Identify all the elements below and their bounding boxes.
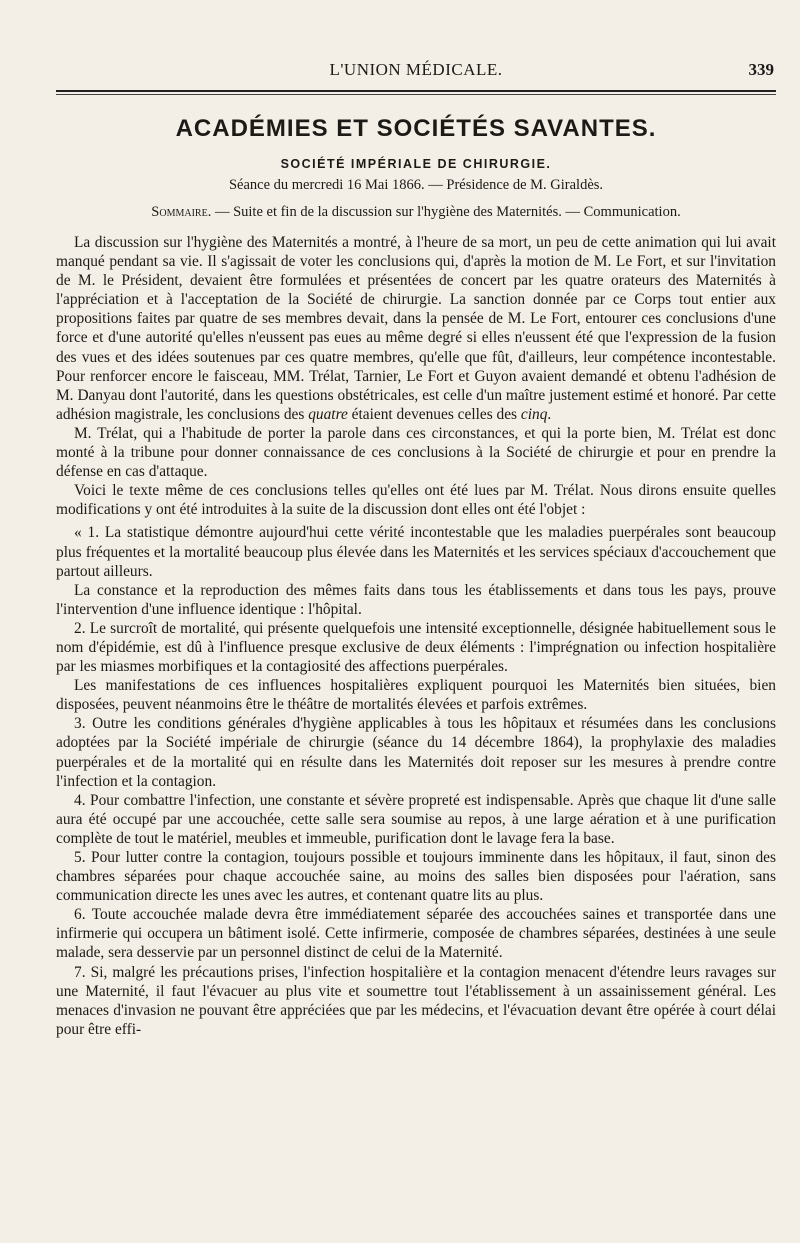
page-number: 339 (748, 60, 774, 79)
summary-label: Sommaire. (151, 204, 212, 220)
conclusion-item: 4. Pour combattre l'infection, une constante et sévère propreté est indispensable. Après que chaque lit d'une salle aura été occupé par une accouchée, cette salle sera soumise au repos, à une large aération et à une purification complète de tout le matériel, meubles et immeuble, purification dont le lavage fera la base. (56, 791, 776, 847)
conclusion-item: « 1. La statistique démontre aujourd'hui cette vérité incontestable que les maladies puerpérales sont beaucoup plus fréquentes et la mortalité beaucoup plus élevée dans les Maternités et les services spéciaux d'accouchement que partout ailleurs. (56, 524, 776, 580)
running-title: L'UNION MÉDICALE. (329, 60, 503, 79)
paragraph: La constance et la reproduction des mêmes faits dans tous les établissements et dans tous les pays, prouve l'intervention d'une influence identique : l'hôpital. (56, 581, 776, 618)
header-rule (56, 90, 776, 92)
summary (56, 204, 776, 221)
conclusion-item: 7. Si, malgré les précautions prises, l'infection hospitalière et la contagion menacent d'étendre leurs ravages sur une Maternité, il faut l'évacuer au plus vite et soumettre tout l'établissement à un assainissement général. Les menaces d'invasion ne pouvant être appréciées que par les médecins, et l'évacuation devant être opérée à court délai pour être effi- (56, 963, 776, 1038)
article-body (56, 233, 776, 1039)
paragraph: Les manifestations de ces influences hospitalières expliquent pourquoi les Maternités bien situées, bien disposées, peuvent néanmoins être le théâtre de mortalités élevées et parfois extrêmes. (56, 677, 776, 714)
conclusion-item: 2. Le surcroît de mortalité, qui présente quelquefois une intensité exceptionnelle, désignée habituellement sous le nom d'épidémie, est dû à l'influence presque exclusive de deux éléments : l'imprégnation ou infection hospitalière par les miasmes morbifiques et la contagiosité des affections puerpérales. (56, 619, 776, 676)
running-head (56, 58, 776, 86)
society-heading: SOCIÉTÉ IMPÉRIALE DE CHIRURGIE. (280, 157, 552, 171)
session-line: Séance du mercredi 16 Mai 1866. — Présidence de M. Giraldès. (228, 177, 604, 193)
header-rule-thin (56, 94, 776, 95)
summary-text: — Suite et fin de la discussion sur l'hygiène des Maternités. — Communication. (214, 204, 681, 220)
paragraph: Voici le texte même de ces conclusions telles qu'elles ont été lues par M. Trélat. Nous dirons ensuite quelles modifications y ont été introduites à la suite de la discussion dont elles ont été l'objet : (56, 482, 776, 519)
conclusion-item: 3. Outre les conditions générales d'hygiène applicables à tous les hôpitaux et résumées dans les conclusions adoptées par la Société impériale de chirurgie (séance du 14 décembre 1864), la prophylaxie des maladies puerpérales et de la mortalité qui en résulte dans les Maternités doit reposer sur les mesures à prendre contre l'infection et la contagion. (56, 715, 776, 790)
paragraph: La discussion sur l'hygiène des Maternités a montré, à l'heure de sa mort, un peu de cette animation qui lui avait manqué pendant sa vie. Il s'agissait de voter les conclusions qui, d'après la motion de M. Le Fort, et sur l'invitation de M. le Président, devaient être formulées et présentées de concert par les quatre orateurs des Maternités à l'appréciation et à l'acceptation de la Société de chirurgie. La sanction donnée par ce Corps tout entier aux propositions faites par quatre de ses membres devait, dans la pensée de M. Le Fort, entourer ces conclusions d'une force et d'une autorité qu'elles n'eussent pas eues au même degré si elles n'eussent été que l'expression de la fusion des vues et des idées soutenues par ces quatre membres, qu'elle que fût, d'ailleurs, leur compétence incontestable. Pour renforcer encore le faisceau, MM. Trélat, Tarnier, Le Fort et Guyon avaient demandé et obtenu l'adhésion de M. Danyau dont l'autorité, dans les questions obstétricales, est celle d'un maître justement estimé et honoré. Par cette adhésion magistrale, les conclusions des quatre étaient devenues celles des cinq. (56, 234, 776, 423)
conclusion-item: 5. Pour lutter contre la contagion, toujours possible et toujours imminente dans les hôpitaux, il faut, sinon des chambres séparées pour chaque accouchée saine, au moins des salles bien disposées pour l'aération, sans communication directe les unes avec les autres, et contenant quatre lits au plus. (56, 849, 776, 905)
conclusion-item: 6. Toute accouchée malade devra être immédiatement séparée des accouchées saines et transportée dans une infirmerie qui occupera un bâtiment isolé. Cette infirmerie, composée de chambres séparées, destinées à une seule malade, sera desservie par un personnel distinct de celui de la Maternité. (56, 906, 776, 962)
section-title: ACADÉMIES ET SOCIÉTÉS SAVANTES. (175, 115, 657, 142)
paragraph: M. Trélat, qui a l'habitude de porter la parole dans ces circonstances, et qui la porte bien, M. Trélat est donc monté à la tribune pour donner connaissance de ces conclusions à la Société de chirurgie et pour en prendre la défense en cas d'attaque. (56, 424, 776, 481)
